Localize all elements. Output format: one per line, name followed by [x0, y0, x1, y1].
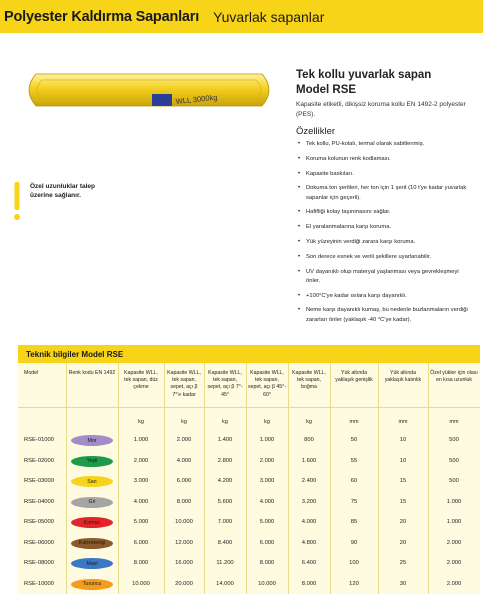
column-header: Kapasite WLL, tek sapan, boğma — [292, 370, 326, 391]
table-cell: 500 — [449, 457, 459, 464]
product-description: Kapasite etiketli, dikişsiz koruma kollu EN 1492-2 polyester (PES). — [296, 101, 466, 118]
column-header: Kapasite WLL, tek sapan, düz çekme — [124, 370, 158, 391]
feature-item: • Son derece esnek ve verili şekillere uyarlanabilir. — [296, 253, 474, 262]
color-code-badge: Yeşil — [71, 456, 113, 467]
table-cell: 5.000 — [133, 519, 149, 525]
table-cell: 2.000 — [446, 580, 462, 587]
column-header: Kapasite WLL, tek sapan, sepet, açı β 45°- 60° — [248, 370, 286, 398]
unit-label: kg — [264, 419, 270, 425]
table-cell: 4.800 — [301, 539, 317, 546]
note-line1: Özel uzunluklar talep — [30, 183, 96, 190]
table-cell: 55 — [350, 457, 358, 464]
table-cell: 100 — [349, 560, 359, 566]
color-code-badge: Kahverengi — [71, 538, 113, 549]
features-heading: Özellikler — [296, 126, 336, 137]
header-divider — [18, 407, 480, 408]
unit-label: kg — [222, 419, 228, 425]
table-cell: 15 — [399, 478, 407, 484]
table-cell: 7.000 — [217, 519, 233, 525]
color-code-badge: Mavi — [71, 558, 113, 569]
table-cell: 4.200 — [217, 478, 233, 484]
color-code-badge: Kırmızı — [71, 517, 113, 528]
table-cell: 90 — [350, 539, 358, 546]
page-subtitle: Yuvarlak sapanlar — [213, 8, 325, 25]
table-cell: 3.000 — [259, 478, 275, 484]
column-header: Renk kodu EN 1492 — [68, 370, 116, 376]
table-cell: 16.000 — [175, 560, 193, 566]
color-code-badge: Sarı — [71, 476, 113, 487]
table-cell: 60 — [350, 478, 358, 484]
column-header: Özel yükler için olası en kısa uzunluk — [430, 370, 478, 384]
table-cell: 1.400 — [217, 437, 233, 443]
product-title-line2: Model RSE — [296, 84, 357, 96]
product-title-line1: Tek kollu yuvarlak sapan — [296, 69, 432, 81]
table-cell: 85 — [350, 519, 358, 525]
special-length-note — [30, 182, 120, 200]
unit-label: mm — [449, 419, 459, 425]
table-title: Teknik bilgiler Model RSE — [26, 349, 124, 359]
exclamation-icon — [13, 182, 21, 222]
table-cell: 2.000 — [176, 437, 192, 443]
table-cell: 6.400 — [301, 560, 317, 566]
table-cell: 30 — [399, 580, 407, 587]
table-cell: 20.000 — [175, 580, 193, 587]
table-cell: 10 — [399, 457, 407, 464]
table-cell: 2.000 — [133, 457, 149, 464]
color-code-badge: Gri — [71, 497, 113, 508]
table-cell: 6.000 — [133, 539, 149, 546]
table-cell: 1.000 — [259, 437, 275, 443]
table-cell: 3.000 — [133, 478, 149, 484]
feature-item: • +100°C'ye kadar ısılara karşı dayanıklı. — [296, 292, 474, 301]
sling-label: WLL 3000kg — [175, 92, 218, 106]
table-cell: 2.800 — [217, 457, 233, 464]
table-title-bar — [18, 345, 480, 363]
table-cell: 10 — [399, 437, 407, 443]
table-cell: 25 — [399, 560, 407, 566]
column-header: Yük altında yaklaşık kalınlık — [384, 370, 422, 384]
feature-item: • El yaralanmalarına karşı koruma. — [296, 223, 474, 232]
table-cell: 8.000 — [133, 560, 149, 566]
table-cell: 2.400 — [301, 478, 317, 484]
table-cell: 2.000 — [259, 457, 275, 464]
table-cell: 2.000 — [446, 560, 462, 566]
unit-label: kg — [306, 419, 312, 425]
table-cell: 1.000 — [446, 498, 462, 505]
table-cell: 800 — [304, 437, 314, 443]
table-cell: 4.000 — [176, 457, 192, 464]
table-cell: 120 — [349, 580, 359, 587]
table-cell: 5.600 — [217, 498, 233, 505]
table-row-model: RSE-06000 — [24, 539, 54, 546]
table-row-model: RSE-05000 — [24, 519, 54, 525]
table-cell: 4.000 — [259, 498, 275, 505]
table-row-model: RSE-10000 — [24, 580, 54, 587]
table-cell: 4.000 — [301, 519, 317, 525]
technical-data-table — [18, 363, 480, 594]
product-title — [296, 68, 431, 98]
table-cell: 8.400 — [217, 539, 233, 546]
table-row-model: RSE-04000 — [24, 498, 54, 505]
feature-item: • UV dayanıklı olup materyal yaşlanması veya gevrekleşmeyi önler. — [296, 268, 474, 286]
feature-item: • Dokuma ton şeritleri, her ton için 1 şerit (10 t'ye kadar yuvarlak sapanlar için geçerli). — [296, 184, 474, 202]
table-cell: 10.000 — [258, 580, 276, 587]
feature-item: • Neme karşı dayanıklı kumaş, bu nedenle buzlanmaların verdiği zararları önler (yaklaşık -40 °C'ye kadar). — [296, 306, 474, 324]
table-row-model: RSE-01000 — [24, 437, 54, 443]
feature-item: • Koruma kolunun renk kodlaması. — [296, 155, 474, 164]
table-cell: 10.000 — [175, 519, 193, 525]
table-cell: 11.200 — [216, 560, 234, 566]
unit-label: mm — [398, 419, 408, 425]
table-row-model: RSE-08000 — [24, 560, 54, 566]
table-cell: 75 — [350, 498, 358, 505]
color-code-badge: Mor — [71, 435, 113, 446]
table-cell: 5.000 — [259, 519, 275, 525]
table-cell: 8.000 — [176, 498, 192, 505]
table-row-model: RSE-02000 — [24, 457, 54, 464]
column-header: Model — [24, 370, 39, 376]
table-cell: 50 — [350, 437, 358, 443]
note-line2: üzerine sağlanır. — [30, 192, 81, 199]
table-cell: 500 — [449, 437, 459, 443]
unit-label: kg — [138, 419, 144, 425]
column-header: Yük altında yaklaşık genişlik — [335, 370, 373, 384]
feature-item: • Tek kollu, PU-kolalı, termal olarak sabitlenmiş. — [296, 140, 474, 149]
features-list — [296, 140, 474, 330]
column-header: Kapasite WLL, tek sapan, sepet, açı β 7°'e kadar — [167, 370, 201, 398]
table-cell: 14.000 — [216, 580, 234, 587]
feature-item: • Hafifliği kolay taşınmasını sağlar. — [296, 208, 474, 217]
header-bar — [0, 0, 483, 33]
table-cell: 12.000 — [175, 539, 193, 546]
table-cell: 1.000 — [133, 437, 149, 443]
table-row-model: RSE-03000 — [24, 478, 54, 484]
round-sling-image — [18, 60, 280, 122]
table-cell: 15 — [399, 498, 407, 505]
table-cell: 4.000 — [133, 498, 149, 505]
feature-item: • Yük yüzeyinin verdiği zarara karşı koruma. — [296, 238, 474, 247]
table-cell: 1.000 — [446, 519, 462, 525]
table-cell: 20 — [399, 519, 407, 525]
table-cell: 20 — [399, 539, 407, 546]
feature-item: • Kapasite baskıları. — [296, 170, 474, 179]
table-cell: 8.000 — [259, 560, 275, 566]
column-divider — [66, 363, 67, 594]
page-title: Polyester Kaldırma Sapanları — [4, 8, 200, 25]
table-cell: 1.600 — [301, 457, 317, 464]
table-cell: 6.000 — [176, 478, 192, 484]
table-cell: 3.200 — [301, 498, 317, 505]
table-cell: 2.000 — [446, 539, 462, 546]
table-cell: 10.000 — [132, 580, 150, 587]
unit-label: kg — [181, 419, 187, 425]
color-code-badge: Turuncu — [71, 579, 113, 590]
table-cell: 500 — [449, 478, 459, 484]
table-cell: 6.000 — [259, 539, 275, 546]
table-cell: 8.000 — [301, 580, 317, 587]
unit-label: mm — [349, 419, 359, 425]
column-header: Kapasite WLL, tek sapan, sepet, açı β 7°- 45° — [207, 370, 243, 398]
